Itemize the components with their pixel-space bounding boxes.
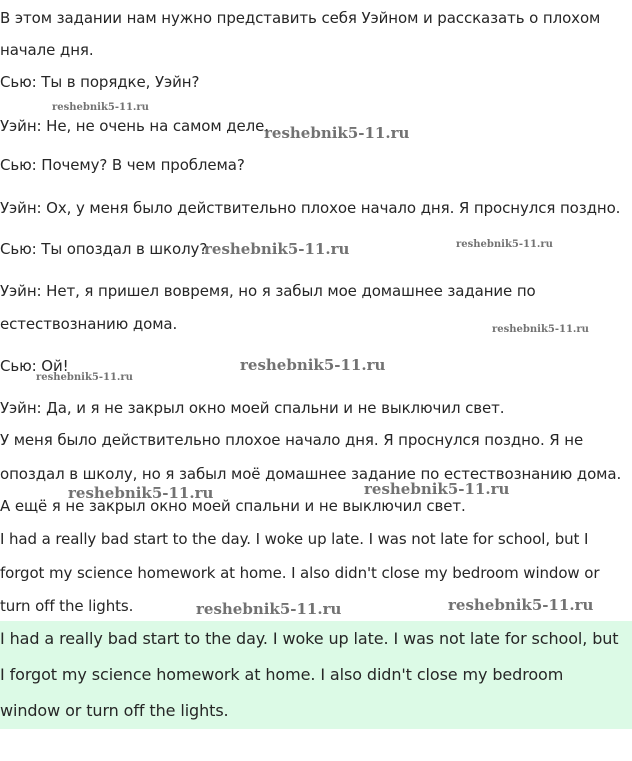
watermark: reshebnik5-11.ru [456,239,553,250]
answer-box [0,621,632,729]
watermark: reshebnik5-11.ru [364,480,510,498]
watermark: reshebnik5-11.ru [36,372,133,383]
dialogue-line: Уэйн: Ох, у меня было действительно плохое начало дня. Я проснулся поздно. [0,199,621,217]
summary-en-line: turn off the lights. [0,597,134,615]
watermark: reshebnik5-11.ru [448,596,594,614]
intro-line-1: В этом задании нам нужно представить себя Уэйном и рассказать о плохом [0,9,601,27]
answer-line: I had a really bad start to the day. I woke up late. I was not late for school, but [0,629,619,648]
summary-ru-line: У меня было действительно плохое начало дня. Я проснулся поздно. Я не [0,431,584,449]
dialogue-line: Сью: Ты в порядке, Уэйн? [0,73,200,91]
watermark: reshebnik5-11.ru [204,240,350,258]
dialogue-line: Уэйн: Да, и я не закрыл окно моей спальни и не выключил свет. [0,399,505,417]
answer-line: window or turn off the lights. [0,701,229,720]
intro-line-2: начале дня. [0,41,94,59]
dialogue-line: Сью: Ой! [0,357,69,375]
watermark: reshebnik5-11.ru [196,600,342,618]
dialogue-line: естествознанию дома. [0,315,178,333]
answer-line: I forgot my science homework at home. I also didn't close my bedroom [0,665,564,684]
watermark: reshebnik5-11.ru [240,356,386,374]
watermark: reshebnik5-11.ru [68,484,214,502]
watermark: reshebnik5-11.ru [492,324,589,335]
dialogue-line: Сью: Ты опоздал в школу? [0,240,208,258]
dialogue-line: Уэйн: Не, не очень на самом деле. [0,117,269,135]
summary-ru-line: А ещё я не закрыл окно моей спальни и не выключил свет. [0,497,466,515]
watermark: reshebnik5-11.ru [264,124,410,142]
dialogue-line: Уэйн: Нет, я пришел вовремя, но я забыл мое домашнее задание по [0,282,536,300]
dialogue-line: Сью: Почему? В чем проблема? [0,156,245,174]
summary-ru-line: опоздал в школу, но я забыл моё домашнее задание по естествознанию дома. [0,465,622,483]
watermark: reshebnik5-11.ru [52,102,149,113]
summary-en-line: I had a really bad start to the day. I woke up late. I was not late for school, but I [0,530,589,548]
summary-en-line: forgot my science homework at home. I also didn't close my bedroom window or [0,564,600,582]
